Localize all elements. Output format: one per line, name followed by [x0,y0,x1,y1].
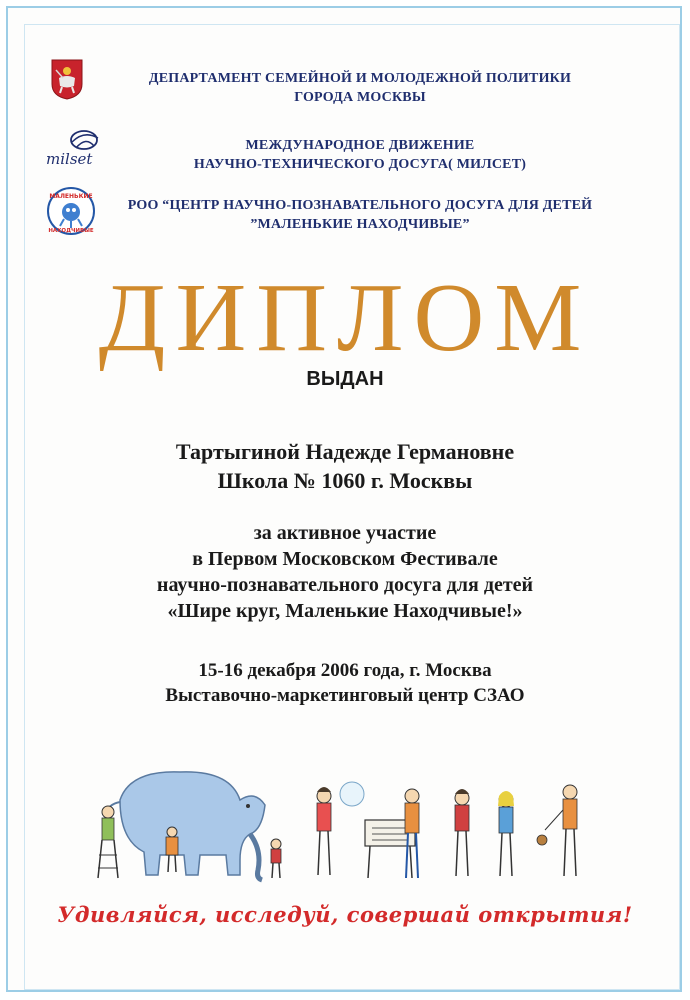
org-line: МЕЖДУНАРОДНОЕ ДВИЖЕНИЕ [245,138,475,153]
logo-text-top: МАЛЕНЬКИЕ [49,193,93,200]
org-line: РОО “ЦЕНТР НАУЧНО-ПОЗНАВАТЕЛЬНОГО ДОСУГА ДЛЯ ДЕТЕЙ [127,198,593,213]
reason-line: научно-познавательного досуга для детей [156,574,534,596]
elephant-icon [104,772,265,880]
org-moscow-department-text [100,69,620,107]
event-venue: Выставочно-маркетинговый центр СЗАО [165,685,525,706]
reason-line: за активное участие [253,522,437,544]
moscow-coat-of-arms-icon [50,58,84,100]
child-figure-icon [166,827,178,872]
org-milset-text [100,136,620,174]
child-figure-icon [498,791,514,876]
org-line: ГОРОДА МОСКВЫ [294,90,426,105]
org-line: ”МАЛЕНЬКИЕ НАХОДЧИВЫЕ” [250,217,470,232]
recipient-block [0,437,690,495]
slogan: Удивляйся, исследуй, совершай открытия! [57,902,633,927]
event-block [0,658,690,708]
child-figure-icon [271,839,281,878]
child-figure-icon [537,785,577,876]
logo-text-bottom: НАХОДЧИВЫЕ [48,228,94,234]
reason-line: в Первом Московском Фестивале [192,548,498,570]
org-line: ДЕПАРТАМЕНТ СЕМЕЙНОЙ И МОЛОДЕЖНОЙ ПОЛИТИКИ [148,71,572,86]
event-date-place: 15-16 декабря 2006 года, г. Москва [198,660,492,681]
issued-label: ВЫДАН [306,368,384,390]
reason-block [0,520,690,624]
org-line: НАУЧНО-ТЕХНИЧЕСКОГО ДОСУГА( МИЛСЕТ) [193,157,527,172]
children-illustration [90,760,610,900]
milset-logo-text: milset [46,150,93,168]
child-figure-icon [455,789,469,876]
recipient-school: Школа № 1060 г. Москвы [217,468,473,493]
diploma-title: ДИПЛОМ [98,264,592,372]
child-figure-icon [317,782,364,875]
festival-name: «Шире круг, Маленькие Находчивые!» [167,600,523,622]
org-malenkie-text [100,196,620,234]
recipient-name: Тартыгиной Надежде Германовне [175,439,515,464]
child-figure-icon [98,806,118,878]
malenkie-nakhodchivye-logo-icon [46,186,96,236]
